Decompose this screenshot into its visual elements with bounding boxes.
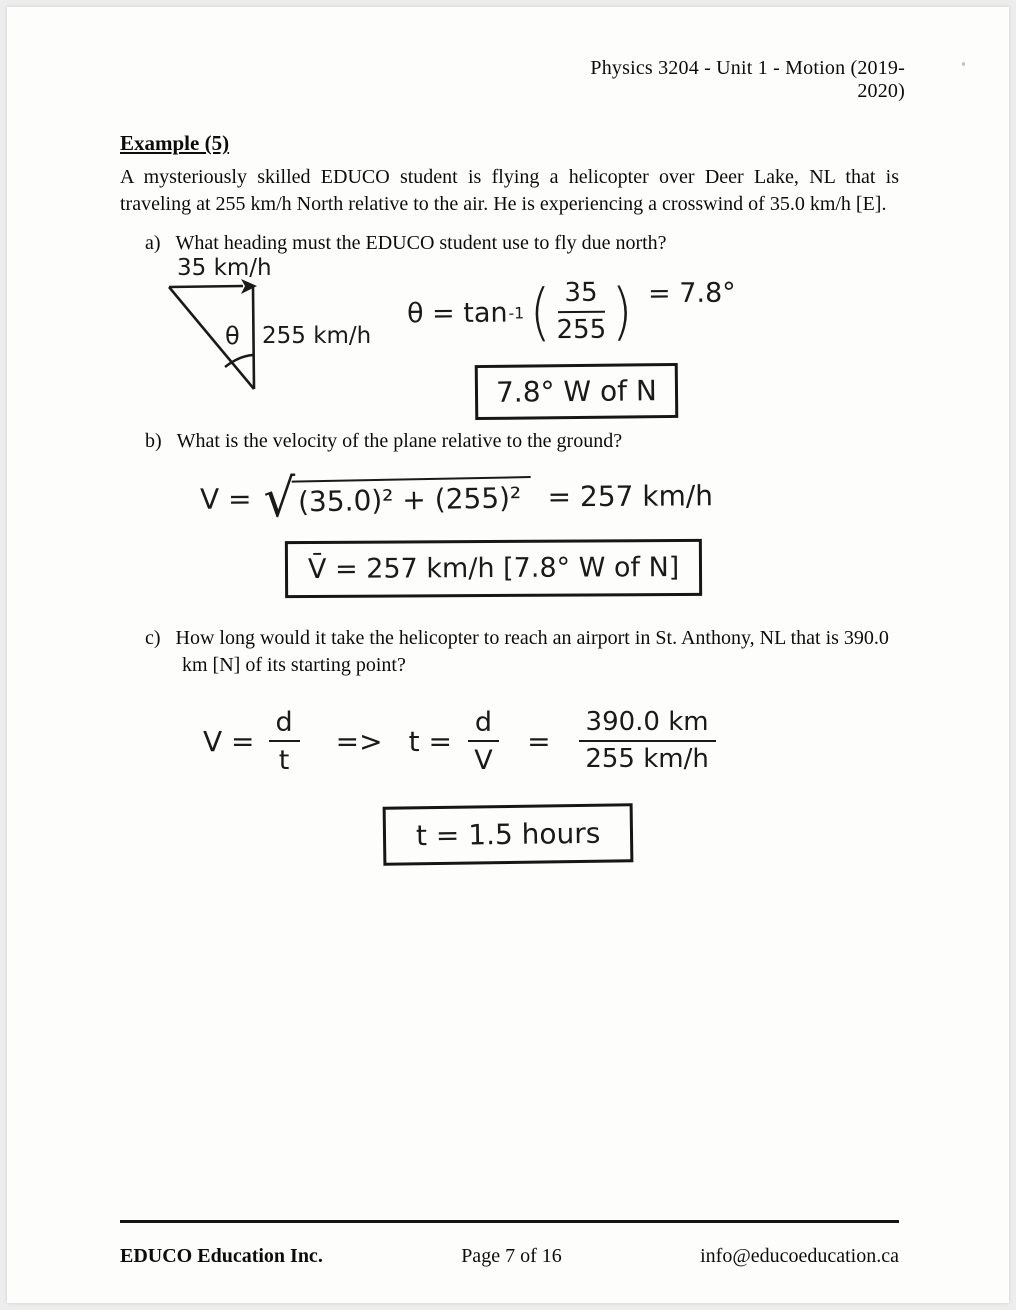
footer-page-number: Page 7 of 16: [461, 1245, 562, 1267]
solution-a-equation: [406, 274, 736, 349]
solution-c-fraction-dt: [269, 707, 300, 776]
solution-c-fraction-dv: [468, 707, 499, 776]
frac-dv-numerator: d: [468, 707, 499, 742]
part-b-question: What is the velocity of the plane relative to the ground?: [176, 430, 623, 452]
close-paren: ): [611, 274, 633, 349]
solution-b-radicand: (35.0)² + (255)²: [292, 476, 532, 519]
frac-result-numerator: 390.0 km: [579, 708, 716, 742]
wind-label: 35 km/h: [177, 255, 272, 281]
solution-c-equation: [203, 707, 716, 776]
solution-b-equation: [199, 467, 714, 529]
part-c-label: c): [145, 627, 161, 649]
frac-dv-denominator: V: [474, 745, 493, 777]
angle-symbol-label: θ: [225, 322, 240, 350]
frac-result-denominator: 255 km/h: [585, 744, 709, 775]
solution-b-answer-box: V̄ = 257 km/h [7.8° W of N]: [285, 539, 703, 598]
solution-a-answer-box: 7.8° W of N: [475, 363, 678, 420]
example-title: Example (5): [120, 131, 230, 155]
page-header-title: Physics 3204 - Unit 1 - Motion (2019-2020): [590, 57, 905, 102]
heading-vector-line: [169, 287, 254, 389]
solution-a-fraction: [556, 279, 606, 346]
solution-c-answer-box: t = 1.5 hours: [383, 803, 634, 865]
part-c-question-line1: How long would it take the helicopter to reach an airport in St. Anthony, NL that is 390.0: [175, 627, 889, 649]
solution-c-mid: t =: [408, 725, 452, 759]
worksheet-page: [7, 7, 1009, 1303]
wind-vector-arrowhead: [241, 279, 257, 294]
part-b-row: [145, 430, 622, 453]
part-c-block: [145, 625, 889, 678]
part-a-label: a): [145, 232, 161, 254]
frac-dt-numerator: d: [269, 707, 300, 742]
solution-a-lhs: θ = tan: [406, 297, 508, 330]
part-c-row: [145, 625, 889, 652]
part-c-question-line2: km [N] of its starting point?: [182, 653, 406, 676]
footer-rule: [120, 1220, 899, 1223]
wind-vector-line: [169, 286, 243, 287]
solution-a-numerator: 35: [557, 279, 604, 313]
solution-b-lhs: V =: [199, 481, 252, 516]
part-b-label: b): [145, 430, 162, 452]
frac-dt-denominator: t: [278, 745, 290, 777]
airspeed-label: 255 km/h: [262, 323, 372, 349]
solution-a-exponent: -1: [508, 303, 525, 323]
problem-text: A mysteriously skilled EDUCO student is flying a helicopter over Deer Lake, NL that is traveling at 255 km/h North relative to the air. He is experiencing a crosswind of 35.0 km/h [E].: [120, 166, 899, 215]
solution-c-fraction-result: [579, 708, 716, 775]
footer-company: EDUCO Education Inc.: [120, 1245, 323, 1267]
implies-arrow: =>: [335, 725, 383, 759]
solution-c-equals: =: [527, 725, 551, 759]
radical-sign: √: [263, 467, 296, 529]
solution-c-lhs: V =: [203, 725, 255, 759]
open-paren: (: [529, 275, 551, 349]
footer-email: info@educoeducation.ca: [700, 1245, 899, 1267]
vector-triangle-diagram: [157, 249, 387, 429]
scan-speck: [962, 62, 965, 66]
footer-row: [120, 1245, 899, 1268]
solution-a-denominator: 255: [556, 314, 607, 346]
solution-a-result: = 7.8°: [647, 277, 736, 310]
airspeed-vector-line: [253, 287, 254, 389]
solution-b-result: = 257 km/h: [547, 478, 714, 513]
part-a-question: What heading must the EDUCO student use to fly due north?: [175, 232, 667, 254]
